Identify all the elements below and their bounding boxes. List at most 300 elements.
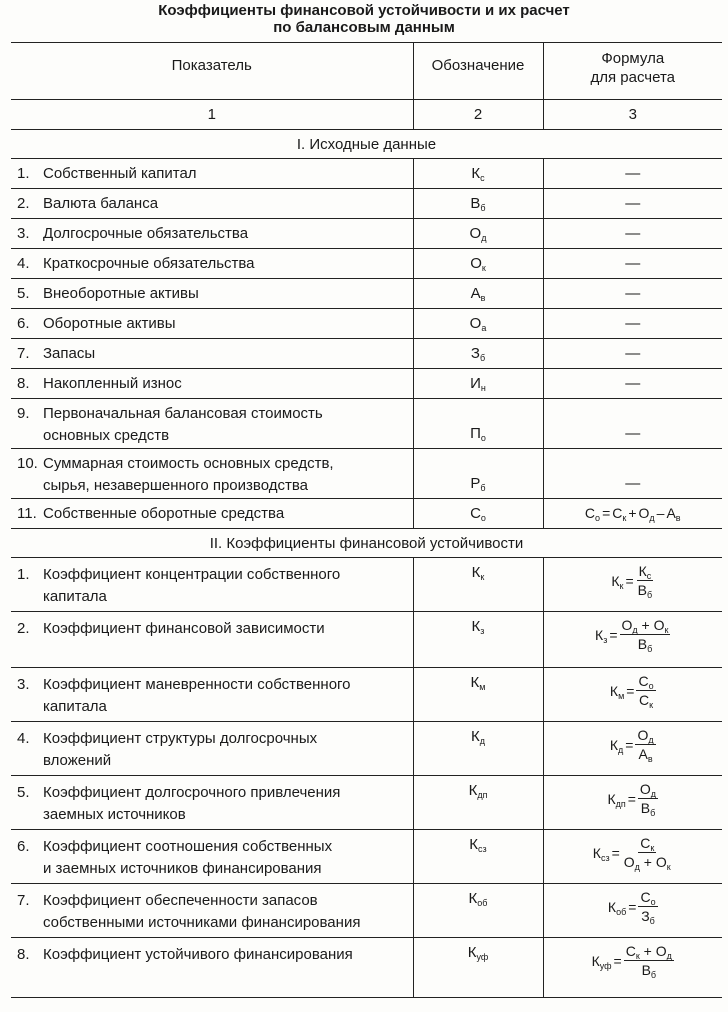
- dash: —: [625, 165, 641, 182]
- designation-cell: [413, 776, 543, 830]
- formula-term: $К_{сз}$: [592, 844, 610, 863]
- formula-term: $С_к$: [625, 943, 640, 961]
- formula-equals: =: [613, 952, 622, 969]
- formula-cell: [543, 399, 722, 449]
- symbol: $К_м$: [470, 674, 486, 692]
- document-title: [0, 2, 728, 36]
- formula-term: $С_к$: [640, 835, 655, 853]
- symbol: $А_в$: [470, 285, 486, 303]
- indicator-cell: [11, 339, 413, 369]
- formula-cell: [543, 219, 722, 249]
- symbol-subscript: о: [480, 433, 486, 443]
- symbol-subscript: д: [666, 951, 672, 961]
- formula-term: $К_д$: [609, 736, 624, 755]
- item-text-line2: собственными источниками финансирования: [43, 914, 361, 931]
- header-formula: [543, 43, 722, 100]
- header-formula-line1: Формула: [601, 50, 665, 67]
- dash: —: [625, 345, 641, 362]
- fraction-denominator: [636, 635, 655, 653]
- symbol-subscript: з: [603, 634, 608, 645]
- symbol: $О_к$: [470, 255, 486, 273]
- table-header-row: [11, 43, 722, 100]
- item-number: 7.: [17, 892, 30, 909]
- header-indicator: Показатель: [11, 43, 413, 100]
- indicator-cell: [11, 159, 413, 189]
- formula-term: $С_о$: [584, 505, 601, 523]
- item-text: Накопленный износ: [43, 375, 182, 392]
- indicator-cell: [11, 612, 413, 668]
- designation-cell: [413, 189, 543, 219]
- column-number-row: [11, 100, 722, 130]
- symbol-subscript: к: [664, 625, 669, 635]
- symbol-subscript: о: [480, 513, 486, 523]
- dash: —: [625, 425, 641, 442]
- table-row: [11, 668, 722, 722]
- symbol-subscript: об: [616, 906, 627, 917]
- item-text-line1: Коэффициент устойчивого финансирования: [43, 946, 353, 963]
- item-number: 5.: [17, 285, 30, 302]
- symbol-subscript: уф: [476, 952, 489, 962]
- fraction: [636, 562, 655, 599]
- symbol-subscript: к: [635, 951, 640, 961]
- indicator-cell: [11, 219, 413, 249]
- symbol-subscript: б: [480, 203, 486, 213]
- formula-cell: [543, 249, 722, 279]
- fraction: [624, 942, 674, 979]
- symbol-subscript: б: [649, 916, 655, 926]
- symbol-subscript: д: [650, 789, 657, 799]
- item-text: [43, 674, 403, 718]
- formula-term: $С_к$: [638, 692, 654, 710]
- item-text: [43, 890, 403, 934]
- formula-term: $К_м$: [609, 682, 625, 701]
- symbol: $Р_б$: [470, 475, 486, 493]
- item-text: [43, 564, 403, 608]
- designation-cell: [413, 830, 543, 884]
- formula-term: $К_з$: [595, 626, 608, 645]
- fraction: [636, 672, 655, 709]
- formula: [593, 834, 673, 871]
- formula: [610, 726, 656, 763]
- item-number: 8.: [17, 946, 30, 963]
- designation-cell: [413, 884, 543, 938]
- fraction-denominator: [636, 581, 655, 599]
- table-row: [11, 159, 722, 189]
- fraction-numerator: [638, 834, 656, 853]
- formula-term: $В_б$: [637, 582, 653, 600]
- item-text-line1: Коэффициент долгосрочного привлечения: [43, 784, 341, 801]
- formula-term: $З_б$: [641, 908, 655, 926]
- title-line-2: по балансовым данным: [273, 19, 455, 36]
- symbol-subscript: в: [675, 513, 681, 523]
- item-number: 1.: [17, 165, 30, 182]
- designation-cell: [413, 309, 543, 339]
- formula-term: $К_с$: [638, 563, 652, 581]
- item-number: 1.: [17, 566, 30, 583]
- item-text-line2: сырья, незавершенного производства: [43, 477, 308, 494]
- item-text: Краткосрочные обязательства: [43, 255, 255, 272]
- formula-plus: +: [637, 617, 654, 633]
- formula-cell: [543, 339, 722, 369]
- formula-cell: [543, 668, 722, 722]
- table-row: [11, 219, 722, 249]
- table-row: [11, 339, 722, 369]
- table-row: [11, 558, 722, 612]
- table-row: [11, 369, 722, 399]
- formula-equals: =: [625, 736, 634, 753]
- item-number: 6.: [17, 315, 30, 332]
- section-row: [11, 529, 722, 558]
- item-number: 5.: [17, 784, 30, 801]
- item-text: [43, 782, 403, 826]
- symbol-subscript: д: [649, 513, 655, 523]
- indicator-cell: [11, 722, 413, 776]
- item-text-line2: заемных источников: [43, 806, 186, 823]
- column-number-2: 2: [413, 100, 543, 130]
- formula-plus: +: [628, 505, 637, 521]
- designation-cell: [413, 722, 543, 776]
- indicator-cell: [11, 499, 413, 529]
- symbol-subscript: б: [479, 353, 486, 363]
- symbol-subscript: б: [646, 590, 653, 600]
- dash: —: [625, 255, 641, 272]
- fraction: [622, 834, 673, 871]
- fraction-numerator: [636, 672, 655, 691]
- item-text-line1: Коэффициент финансовой зависимости: [43, 620, 325, 637]
- fraction-denominator: [622, 853, 673, 871]
- item-text: [43, 944, 403, 966]
- indicator-cell: [11, 558, 413, 612]
- table-row: [11, 399, 722, 449]
- table-row: [11, 309, 722, 339]
- item-text-line1: Коэффициент обеспеченности запасов: [43, 892, 318, 909]
- indicator-cell: [11, 369, 413, 399]
- formula-cell: [543, 189, 722, 219]
- indicator-cell: [11, 884, 413, 938]
- item-number: 3.: [17, 676, 30, 693]
- item-text: Собственный капитал: [43, 165, 197, 182]
- symbol: $К_с$: [471, 165, 485, 183]
- formula-equals: =: [628, 898, 637, 915]
- fraction-numerator: [638, 780, 658, 799]
- formula-cell: [543, 884, 722, 938]
- symbol-subscript: д: [632, 625, 638, 635]
- section-title-2: II. Коэффициенты финансовой устойчивости: [11, 529, 722, 558]
- section-title-1: I. Исходные данные: [11, 130, 722, 159]
- symbol: $К_{уф}$: [467, 944, 489, 962]
- indicator-cell: [11, 830, 413, 884]
- formula-term: $С_о$: [640, 889, 656, 907]
- symbol-subscript: о: [595, 513, 601, 523]
- symbol: $К_д$: [470, 728, 485, 746]
- symbol-subscript: а: [481, 323, 487, 333]
- item-text: [43, 618, 403, 640]
- item-text: Валюта баланса: [43, 195, 159, 212]
- fraction-numerator: [635, 726, 655, 745]
- table-row: [11, 189, 722, 219]
- item-number: 2.: [17, 620, 30, 637]
- symbol-subscript: к: [649, 700, 654, 710]
- item-number: 10.: [17, 455, 38, 472]
- dash: —: [625, 475, 641, 492]
- symbol-subscript: б: [650, 970, 657, 980]
- formula-term: $К_{уф}$: [591, 952, 612, 971]
- dash: —: [625, 315, 641, 332]
- symbol-subscript: д: [634, 862, 640, 872]
- fraction: [638, 780, 658, 817]
- symbol-subscript: о: [650, 897, 656, 907]
- formula-cell: [543, 776, 722, 830]
- symbol-subscript: з: [480, 626, 485, 636]
- symbol-subscript: о: [648, 681, 654, 691]
- fraction: [620, 616, 671, 653]
- symbol-subscript: б: [480, 483, 486, 493]
- section-1-body: [11, 159, 722, 529]
- item-text-line2: основных средств: [43, 427, 170, 444]
- designation-cell: [413, 668, 543, 722]
- symbol-subscript: м: [479, 682, 486, 692]
- item-text-line2: и заемных источников финансирования: [43, 860, 322, 877]
- table-row: [11, 830, 722, 884]
- indicator-cell: [11, 189, 413, 219]
- item-number: 2.: [17, 195, 30, 212]
- item-text-line1: Коэффициент концентрации собственного: [43, 566, 341, 583]
- fraction-denominator: [637, 691, 655, 709]
- symbol-subscript: в: [647, 754, 653, 764]
- formula-cell: [543, 558, 722, 612]
- formula-term: $В_б$: [641, 962, 657, 980]
- coefficients-table: [11, 42, 722, 998]
- item-text: Собственные оборотные средства: [43, 505, 285, 522]
- formula: [608, 888, 658, 925]
- designation-cell: [413, 279, 543, 309]
- formula-equals: =: [609, 626, 618, 643]
- table-row: [11, 722, 722, 776]
- item-text: Оборотные активы: [43, 315, 176, 332]
- formula-plus: +: [639, 943, 656, 959]
- item-text-line1: Коэффициент маневренности собственного: [43, 676, 351, 693]
- table-row: [11, 499, 722, 529]
- item-number: 7.: [17, 345, 30, 362]
- dash: —: [625, 195, 641, 212]
- column-number-1: 1: [11, 100, 413, 130]
- indicator-cell: [11, 399, 413, 449]
- formula-term: $К_к$: [611, 572, 624, 591]
- item-number: 4.: [17, 730, 30, 747]
- symbol: $О_а$: [469, 315, 487, 333]
- formula-term: $О_д$: [623, 854, 640, 872]
- symbol: $К_{дп}$: [468, 782, 488, 800]
- table-row: [11, 884, 722, 938]
- fraction-numerator: [624, 942, 674, 961]
- symbol: $З_б$: [470, 345, 486, 363]
- indicator-cell: [11, 449, 413, 499]
- formula: [592, 942, 674, 979]
- symbol-subscript: к: [480, 572, 485, 582]
- formula-cell: [543, 499, 722, 529]
- indicator-cell: [11, 309, 413, 339]
- fraction-denominator: [636, 745, 654, 763]
- symbol-subscript: к: [666, 862, 671, 872]
- symbol-subscript: сз: [600, 852, 610, 863]
- designation-cell: [413, 499, 543, 529]
- indicator-cell: [11, 938, 413, 998]
- symbol-subscript: м: [618, 690, 625, 701]
- symbol-subscript: уф: [599, 960, 612, 971]
- item-text-line2: капитала: [43, 698, 107, 715]
- symbol: $П_о$: [470, 425, 486, 443]
- symbol-subscript: н: [480, 383, 486, 393]
- fraction-denominator: [640, 961, 659, 979]
- formula-cell: [543, 612, 722, 668]
- symbol-subscript: с: [480, 173, 485, 183]
- item-text: [43, 453, 403, 497]
- fraction: [635, 726, 655, 763]
- formula-term: $О_к$: [653, 617, 669, 635]
- symbol: $О_д$: [469, 225, 487, 243]
- title-line-1: Коэффициенты финансовой устойчивости и их расчет: [158, 2, 570, 19]
- symbol-subscript: к: [622, 513, 627, 523]
- formula-cell: [543, 369, 722, 399]
- formula-term: $В_б$: [637, 636, 653, 654]
- formula: [585, 505, 681, 521]
- indicator-cell: [11, 668, 413, 722]
- item-number: 11.: [17, 505, 37, 522]
- symbol-subscript: в: [480, 293, 486, 303]
- symbol-subscript: с: [646, 571, 652, 581]
- designation-cell: [413, 558, 543, 612]
- formula-cell: [543, 938, 722, 998]
- formula-term: $О_к$: [655, 854, 671, 872]
- symbol-subscript: об: [477, 898, 488, 908]
- dash: —: [625, 285, 641, 302]
- formula-cell: [543, 309, 722, 339]
- table-row: [11, 938, 722, 998]
- formula-term: $В_б$: [640, 800, 656, 818]
- formula-cell: [543, 279, 722, 309]
- item-number: 9.: [17, 405, 30, 422]
- fraction-denominator: [639, 907, 657, 925]
- designation-cell: [413, 249, 543, 279]
- symbol-subscript: д: [618, 744, 624, 755]
- designation-cell: [413, 399, 543, 449]
- table-row: [11, 249, 722, 279]
- formula: [595, 616, 670, 653]
- symbol-subscript: д: [481, 233, 487, 243]
- fraction-numerator: [637, 562, 654, 581]
- symbol-subscript: дп: [615, 798, 626, 809]
- item-text-line1: Суммарная стоимость основных средств,: [43, 455, 334, 472]
- symbol: $К_з$: [471, 618, 485, 636]
- item-text: [43, 728, 403, 772]
- formula-term: $О_д$: [621, 617, 638, 635]
- fraction-denominator: [639, 799, 658, 817]
- symbol-subscript: к: [481, 263, 486, 273]
- formula-cell: [543, 449, 722, 499]
- fraction-numerator: [620, 616, 671, 635]
- item-text-line1: Коэффициент структуры долгосрочных: [43, 730, 318, 747]
- fraction-numerator: [638, 888, 657, 907]
- formula-term: $С_о$: [638, 673, 654, 691]
- symbol-subscript: б: [647, 644, 653, 654]
- formula-term: $О_д$: [638, 505, 655, 523]
- symbol: $С_о$: [470, 505, 486, 523]
- symbol-subscript: сз: [478, 844, 487, 854]
- table-row: [11, 279, 722, 309]
- indicator-cell: [11, 776, 413, 830]
- symbol-subscript: д: [479, 736, 485, 746]
- symbol-subscript: б: [650, 808, 656, 818]
- item-text: Долгосрочные обязательства: [43, 225, 249, 242]
- formula-term: $К_{дп}$: [607, 790, 626, 809]
- formula-term: $С_к$: [612, 505, 627, 523]
- formula-term: $А_в$: [638, 746, 653, 764]
- symbol-subscript: к: [650, 843, 655, 853]
- symbol: $И_н$: [470, 375, 486, 393]
- formula-equals: =: [626, 682, 635, 699]
- table-row: [11, 612, 722, 668]
- formula-minus: –: [656, 505, 665, 521]
- column-number-3: 3: [543, 100, 722, 130]
- designation-cell: [413, 219, 543, 249]
- formula-term: $О_д$: [639, 781, 657, 799]
- symbol-subscript: дп: [477, 790, 488, 800]
- symbol-subscript: к: [619, 580, 624, 591]
- item-text-line2: вложений: [43, 752, 112, 769]
- item-text: Запасы: [43, 345, 96, 362]
- designation-cell: [413, 938, 543, 998]
- designation-cell: [413, 612, 543, 668]
- symbol: $К_{сз}$: [469, 836, 487, 854]
- item-text-line2: капитала: [43, 588, 107, 605]
- formula-equals: =: [602, 505, 611, 521]
- indicator-cell: [11, 279, 413, 309]
- dash: —: [625, 225, 641, 242]
- indicator-cell: [11, 249, 413, 279]
- item-text: [43, 836, 403, 880]
- designation-cell: [413, 339, 543, 369]
- table-row: [11, 776, 722, 830]
- designation-cell: [413, 369, 543, 399]
- formula: [610, 672, 656, 709]
- symbol-subscript: д: [648, 735, 654, 745]
- formula-cell: [543, 722, 722, 776]
- section-2-body: [11, 558, 722, 998]
- fraction: [638, 888, 657, 925]
- formula-term: $К_{об}$: [607, 898, 627, 917]
- section-row: [11, 130, 722, 159]
- item-number: 8.: [17, 375, 30, 392]
- designation-cell: [413, 159, 543, 189]
- header-designation: Обозначение: [413, 43, 543, 100]
- formula-plus: +: [639, 854, 656, 870]
- item-text-line1: Коэффициент соотношения собственных: [43, 838, 333, 855]
- formula-cell: [543, 830, 722, 884]
- item-number: 4.: [17, 255, 30, 272]
- dash: —: [625, 375, 641, 392]
- item-number: 3.: [17, 225, 30, 242]
- symbol: $В_б$: [470, 195, 486, 213]
- formula-term: $О_д$: [637, 727, 654, 745]
- formula: [611, 562, 654, 599]
- formula-cell: [543, 159, 722, 189]
- item-text: [43, 403, 403, 447]
- table-row: [11, 449, 722, 499]
- designation-cell: [413, 449, 543, 499]
- formula: [607, 780, 658, 817]
- item-text: Внеоборотные активы: [43, 285, 199, 302]
- header-formula-line2: для расчета: [590, 69, 675, 86]
